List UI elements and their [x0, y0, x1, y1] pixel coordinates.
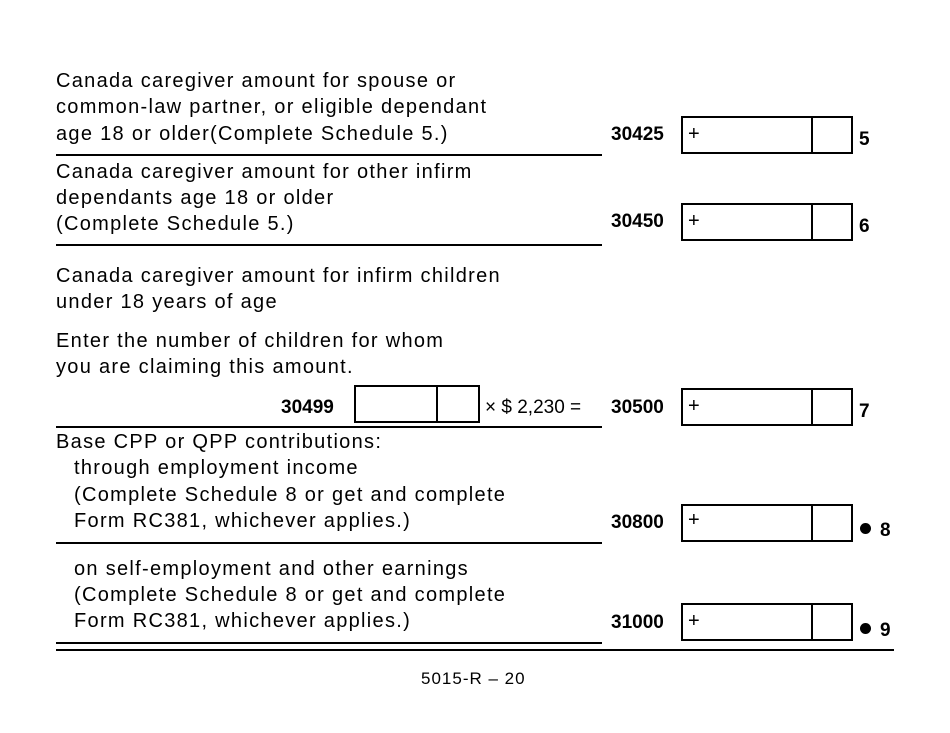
line-7-instruction-2: you are claiming this amount. [56, 356, 354, 378]
bullet-icon [860, 623, 871, 634]
line-5-rule [56, 154, 602, 156]
line-8-description-4: Form RC381, whichever applies.) [74, 510, 412, 532]
line-7-description-2: under 18 years of age [56, 291, 278, 313]
cents-divider [811, 506, 813, 540]
line-7-code: 30500 [611, 397, 664, 418]
line-8-code: 30800 [611, 512, 664, 533]
line-8-description-1: Base CPP or QPP contributions: [56, 431, 383, 453]
line-5-amount-field[interactable] [681, 116, 853, 154]
line-5-description-1: Canada caregiver amount for spouse or [56, 70, 457, 92]
section-end-rule [56, 649, 894, 651]
line-7-description-1: Canada caregiver amount for infirm children [56, 265, 501, 287]
line-5-description-2: common-law partner, or eligible dependant [56, 96, 488, 118]
line-7-instruction-1: Enter the number of children for whom [56, 330, 445, 352]
line-6-plus-sign: + [688, 210, 700, 232]
line-8-amount-field[interactable] [681, 504, 853, 542]
line-8-description-3: (Complete Schedule 8 or get and complete [74, 484, 507, 506]
line-7-number: 7 [859, 401, 870, 422]
bullet-icon [860, 523, 871, 534]
cents-divider [811, 118, 813, 152]
cents-divider [811, 205, 813, 239]
line-9-code: 31000 [611, 612, 664, 633]
children-count-field[interactable] [354, 385, 480, 423]
line-9-number: 9 [880, 620, 891, 641]
line-9-description-3: Form RC381, whichever applies.) [74, 610, 412, 632]
line-7-rule [56, 426, 602, 428]
multiplier-text: × $ 2,230 = [485, 397, 582, 418]
line-9-plus-sign: + [688, 610, 700, 632]
line-6-rule [56, 244, 602, 246]
line-7-amount-field[interactable] [681, 388, 853, 426]
line-6-description-2: dependants age 18 or older [56, 187, 335, 209]
cents-divider [811, 390, 813, 424]
line-5-description-3: age 18 or older(Complete Schedule 5.) [56, 123, 449, 145]
line-9-amount-field[interactable] [681, 603, 853, 641]
line-6-description-3: (Complete Schedule 5.) [56, 213, 295, 235]
page-footer: 5015-R – 20 [421, 669, 526, 688]
line-5-number: 5 [859, 129, 870, 150]
line-8-description-2: through employment income [74, 457, 359, 479]
count-divider [436, 387, 438, 421]
line-8-plus-sign: + [688, 509, 700, 531]
line-9-description-1: on self-employment and other earnings [74, 558, 469, 580]
children-count-code: 30499 [281, 397, 334, 418]
cents-divider [811, 605, 813, 639]
line-6-amount-field[interactable] [681, 203, 853, 241]
line-7-plus-sign: + [688, 395, 700, 417]
line-6-number: 6 [859, 216, 870, 237]
line-5-code: 30425 [611, 124, 664, 145]
line-9-rule [56, 642, 602, 644]
line-6-code: 30450 [611, 211, 664, 232]
line-9-description-2: (Complete Schedule 8 or get and complete [74, 584, 507, 606]
line-8-number: 8 [880, 520, 891, 541]
line-6-description-1: Canada caregiver amount for other infirm [56, 161, 473, 183]
line-5-plus-sign: + [688, 123, 700, 145]
line-8-rule [56, 542, 602, 544]
